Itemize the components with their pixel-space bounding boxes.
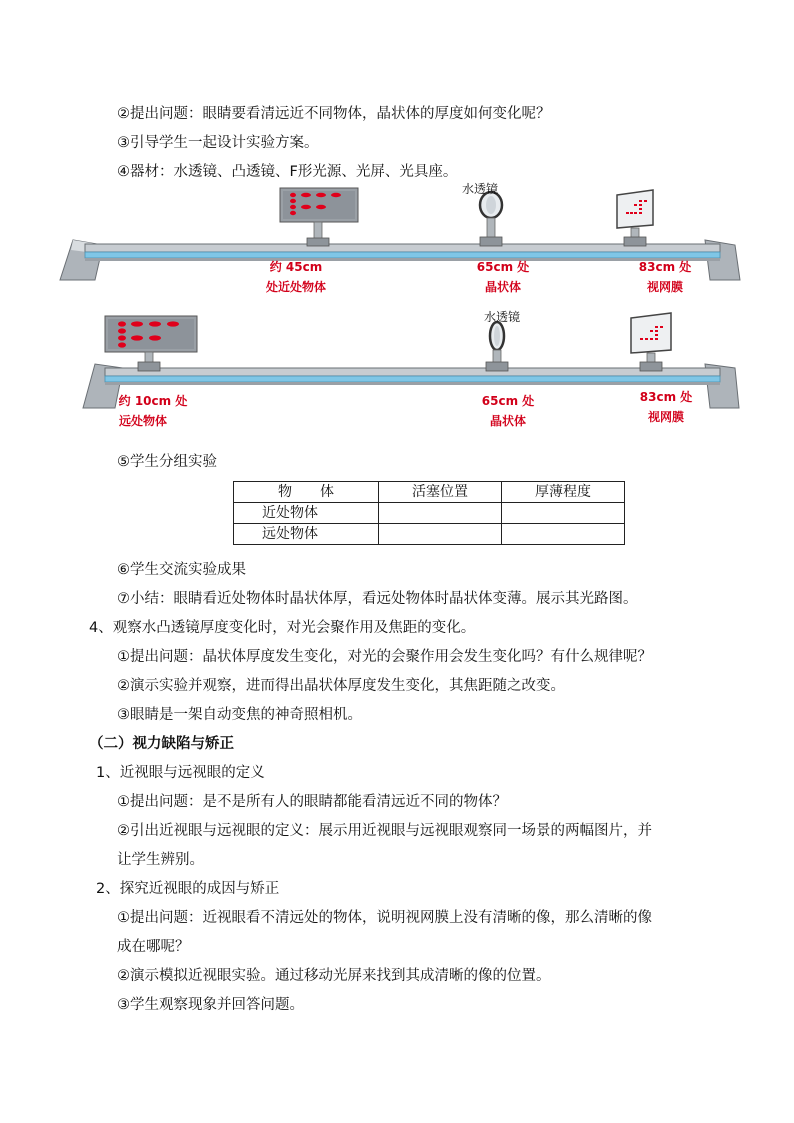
screen-name-label: 视网膜: [646, 280, 683, 294]
object-name-label: 远处物体: [119, 414, 168, 428]
text-line: ③眼睛是一架自动变焦的神奇照相机。: [117, 707, 362, 723]
screen-name-label: 视网膜: [647, 410, 684, 424]
lens-name-label: 晶状体: [484, 280, 521, 294]
water-lens-label: 水透镜: [484, 310, 521, 324]
lens-position-label: 65cm 处: [476, 260, 530, 274]
table-header: 物 体: [234, 482, 379, 503]
table-cell: [379, 503, 502, 524]
table-header-row: [234, 482, 625, 503]
text-line: ②演示实验并观察，进而得出晶状体厚度发生变化，其焦距随之改变。: [117, 678, 565, 694]
table-cell: [379, 524, 502, 545]
experiment-table: [233, 481, 625, 545]
object-position-label: 约 10cm 处: [118, 394, 188, 408]
text-line: ①提出问题：是不是所有人的眼睛都能看清远近不同的物体？: [117, 794, 507, 810]
water-lens-label: 水透镜: [462, 182, 499, 196]
text-line: ②提出问题：眼睛要看清远近不同物体，晶状体的厚度如何变化呢？: [117, 106, 551, 122]
table-cell: 近处物体: [234, 503, 379, 524]
table-row: [234, 524, 625, 545]
text-line: 让学生辨别。: [117, 852, 204, 868]
text-line: 4、观察水凸透镜厚度变化时，对光会聚作用及焦距的变化。: [89, 620, 476, 636]
text-line: ①提出问题：近视眼看不清远处的物体，说明视网膜上没有清晰的像，那么清晰的像: [117, 910, 652, 926]
text-line: ②演示模拟近视眼实验。通过移动光屏来找到其成清晰的像的位置。: [117, 968, 551, 984]
text-line: ⑤学生分组实验: [117, 454, 217, 470]
text-line: ③引导学生一起设计实验方案。: [117, 135, 319, 151]
text-line: 1、近视眼与远视眼的定义: [96, 765, 265, 781]
text-line: 成在哪呢？: [117, 939, 190, 955]
light-screen: [617, 190, 653, 228]
lens-name-label: 晶状体: [489, 414, 526, 428]
table-cell: [502, 503, 625, 524]
table-header: 活塞位置: [379, 482, 502, 503]
bench-scale: [105, 376, 720, 382]
text-line: ⑦小结：眼睛看近处物体时晶状体厚，看远处物体时晶状体变薄。展示其光路图。: [117, 591, 638, 607]
text-line: ③学生观察现象并回答问题。: [117, 997, 304, 1013]
text-line: ①提出问题：晶状体厚度发生变化，对光的会聚作用会发生变化吗？有什么规律呢？: [117, 649, 652, 665]
text-line: ④器材：水透镜、凸透镜、F形光源、光屏、光具座。: [117, 164, 458, 180]
object-stand: [314, 222, 322, 240]
screen-position-label: 83cm 处: [638, 260, 692, 274]
table-row: [234, 503, 625, 524]
table-cell: 远处物体: [234, 524, 379, 545]
object-name-label: 处近处物体: [265, 280, 326, 294]
text-line: ②引出近视眼与远视眼的定义：展示用近视眼与远视眼观察同一场景的两幅图片，并: [117, 823, 652, 839]
text-line: ⑥学生交流实验成果: [117, 562, 246, 578]
table-cell: [502, 524, 625, 545]
screen-position-label: 83cm 处: [639, 390, 693, 404]
object-position-label: 约 45cm: [269, 260, 323, 274]
bench-rail: [105, 368, 720, 376]
lens-position-label: 65cm 处: [481, 394, 535, 408]
section-heading: （二）视力缺陷与矫正: [89, 736, 234, 752]
light-screen: [631, 313, 671, 353]
text-line: 2、探究近视眼的成因与矫正: [96, 881, 280, 897]
table-header: 厚薄程度: [502, 482, 625, 503]
